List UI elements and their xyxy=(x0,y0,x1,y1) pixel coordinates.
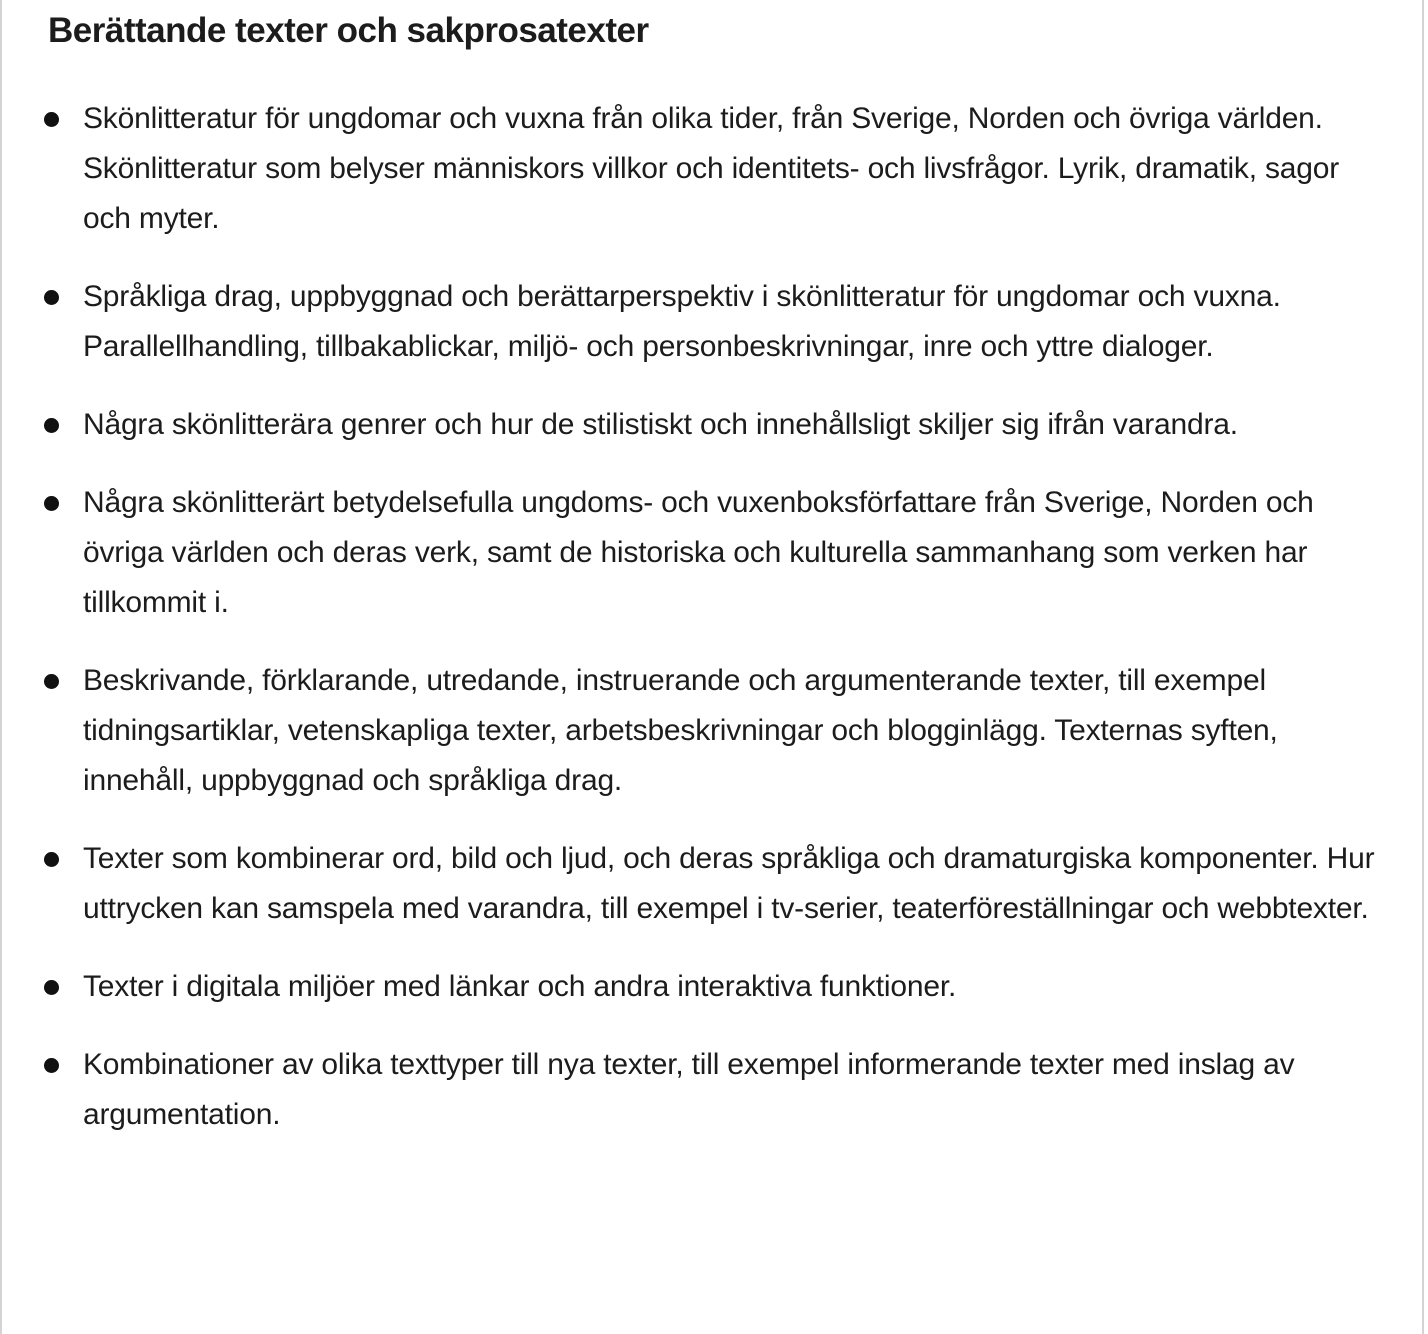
bullet-list xyxy=(2,94,1426,1168)
bullet-icon xyxy=(44,674,59,689)
list-item-text: Beskrivande, förklarande, utredande, instruerande och argumenterande texter, till exempel tidningsartiklar, vetenskapliga texter, arbetsbeskrivningar och blogginlägg. Texternas syften, innehåll, uppbyggnad och språkliga drag. xyxy=(83,664,1278,797)
list-item-text: Skönlitteratur för ungdomar och vuxna från olika tider, från Sverige, Norden och övriga världen. Skönlitteratur som belyser människors villkor och identitets- och livsfrågor. Lyrik, dramatik, sagor och myter. xyxy=(83,102,1340,235)
list-item xyxy=(2,656,1426,806)
list-item-text: Texter som kombinerar ord, bild och ljud, och deras språkliga och dramaturgiska komponenter. Hur uttrycken kan samspela med varandra, till exempel i tv-serier, teaterföreställningar och webbtexter. xyxy=(83,842,1375,925)
bullet-icon xyxy=(44,852,59,867)
bullet-icon xyxy=(44,112,59,127)
bullet-icon xyxy=(44,496,59,511)
list-item xyxy=(2,834,1426,934)
list-item-text: Några skönlitterära genrer och hur de stilistiskt och innehållsligt skiljer sig ifrån varandra. xyxy=(83,408,1238,441)
list-item-text: Språkliga drag, uppbyggnad och berättarperspektiv i skönlitteratur för ungdomar och vuxna. Parallellhandling, tillbakablickar, miljö- och personbeskrivningar, inre och yttre dialoger. xyxy=(83,280,1281,363)
bullet-icon xyxy=(44,418,59,433)
list-item-text: Kombinationer av olika texttyper till nya texter, till exempel informerande texter med inslag av argumentation. xyxy=(83,1048,1295,1131)
section-title: Berättande texter och sakprosatexter xyxy=(48,11,649,50)
bullet-icon xyxy=(44,1058,59,1073)
list-item xyxy=(2,400,1426,450)
list-item xyxy=(2,94,1426,244)
bullet-icon xyxy=(44,290,59,305)
list-item xyxy=(2,478,1426,628)
bullet-icon xyxy=(44,980,59,995)
list-item-text: Texter i digitala miljöer med länkar och andra interaktiva funktioner. xyxy=(83,970,957,1003)
list-item xyxy=(2,962,1426,1012)
list-item xyxy=(2,1040,1426,1140)
list-item-text: Några skönlitterärt betydelsefulla ungdoms- och vuxenboksförfattare från Sverige, Norden och övriga världen och deras verk, samt de historiska och kulturella sammanhang som verken har tillkommit i. xyxy=(83,486,1314,619)
list-item xyxy=(2,272,1426,372)
